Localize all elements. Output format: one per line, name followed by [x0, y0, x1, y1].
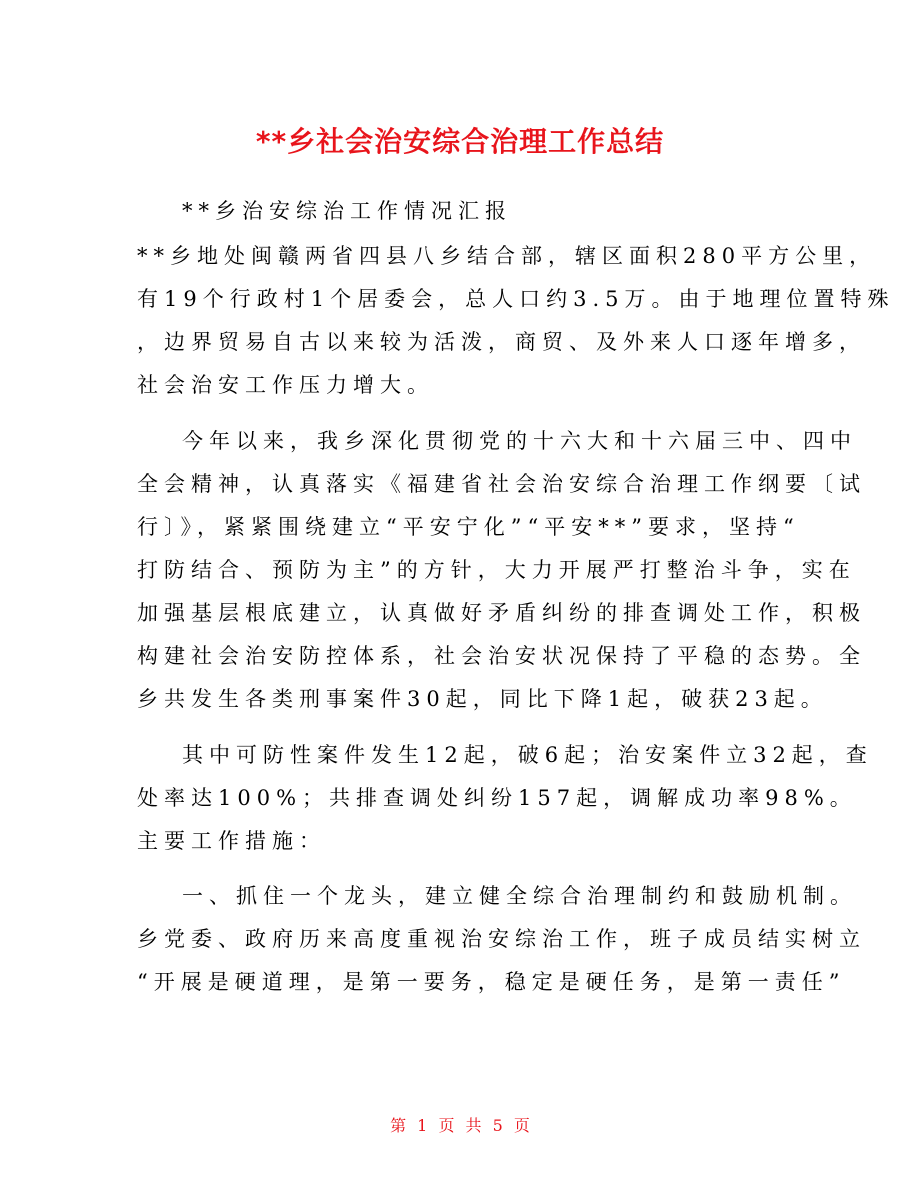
paragraph-line: 构建社会治安防控体系，社会治安状况保持了平稳的态势。全 — [137, 644, 866, 668]
paragraph-line: 一、抓住一个龙头，建立健全综合治理制约和鼓励机制。 — [182, 884, 857, 908]
paragraph-line: 加强基层根底建立，认真做好矛盾纠纷的排查调处工作，积极 — [137, 601, 866, 625]
paragraph-line: 处率达100%；共排查调处纠纷157起，调解成功率98%。 — [137, 786, 857, 810]
subtitle-line: **乡治安综治工作情况汇报 — [182, 199, 512, 223]
paragraph-line: 全会精神，认真落实《福建省社会治安综合治理工作纲要〔试 — [137, 472, 866, 496]
page-number-footer: 第 1 页 共 5 页 — [390, 1116, 530, 1135]
paragraph-line: 乡党委、政府历来高度重视治安综治工作，班子成员结实树立 — [137, 927, 866, 951]
paragraph-line: 有19个行政村1个居委会，总人口约3.5万。由于地理位置特殊 — [137, 287, 895, 311]
paragraph-line: “开展是硬道理，是第一要务，稳定是硬任务，是第一责任” — [137, 970, 846, 994]
paragraph-line: 行〕》，紧紧围绕建立“平安宁化”“平安**”要求，坚持“ — [137, 515, 800, 539]
paragraph-line: ，边界贸易自古以来较为活泼，商贸、及外来人口逐年增多， — [137, 330, 866, 354]
paragraph-line: **乡地处闽赣两省四县八乡结合部，辖区面积280平方公里， — [137, 244, 877, 268]
paragraph-line: 社会治安工作压力增大。 — [137, 373, 434, 397]
paragraph-line: 今年以来，我乡深化贯彻党的十六大和十六届三中、四中 — [182, 429, 857, 453]
paragraph-line: 其中可防性案件发生12起，破6起；治安案件立32起，查 — [182, 743, 873, 767]
paragraph-line: 乡共发生各类刑事案件30起，同比下降1起，破获23起。 — [137, 687, 828, 711]
paragraph-line: 打防结合、预防为主”的方针，大力开展严打整治斗争，实在 — [137, 558, 856, 582]
document-title: **乡社会治安综合治理工作总结 — [255, 125, 665, 158]
section-heading: 主要工作措施： — [137, 829, 326, 853]
